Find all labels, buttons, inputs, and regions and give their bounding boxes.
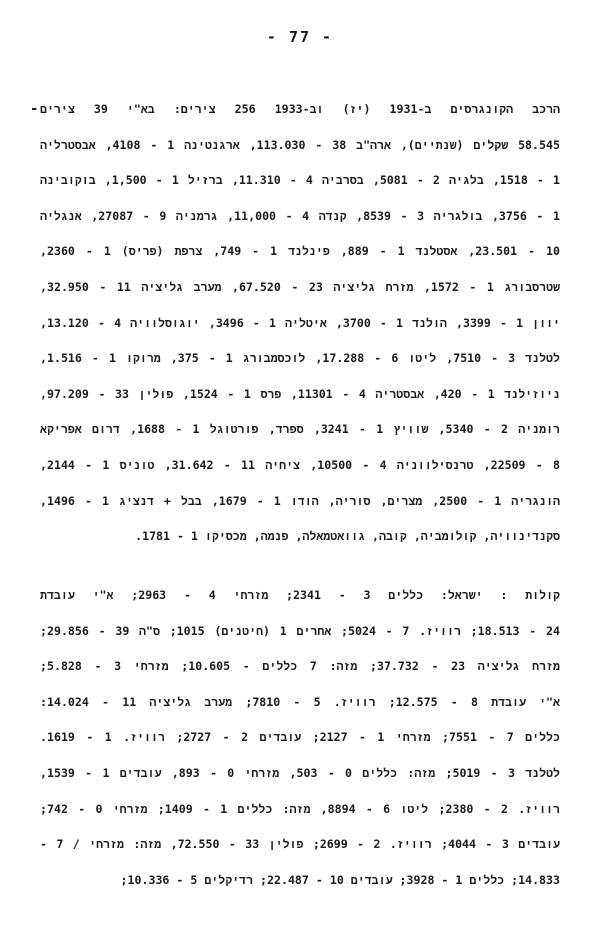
paragraph-1-line: סקנדינוויה, קולומביה, קובה, גוואטמאלה, פנמה, מכסיקו 1 - 1781. bbox=[135, 529, 560, 544]
paragraph-votes bbox=[40, 578, 560, 898]
paragraph-1-line: ניוזילנד 1 - 420, אבסטריה 4 - 11301, פרס 1 - 1524, פולין 33 - 97.209, bbox=[40, 386, 560, 401]
paragraph-1-line: רומניה 2 - 5340, שוויץ 1 - 3241, ספרד, פורטוגל 1 - 1688, דרום אפריקא bbox=[40, 422, 560, 437]
paragraph-1-line: 10 - 23.501, אסטלנד 1 - 889, פינלנד 1 - 749, צרפת (פריס) 1 - 2360, bbox=[40, 244, 560, 259]
paragraph-1-line: הונגריה 1 - 2500, מצרים, סוריה, הודו 1 - 1679, בבל + דנציג 1 - 1496, bbox=[40, 493, 560, 508]
paragraph-1-line: 58.545 שקלים (שנתיים), ארה"ב 38 - 113.030, ארגנטינה 1 - 4108, אבסטרליה bbox=[40, 137, 560, 152]
paragraph-1-line: יוון 1 - 3399, הולנד 1 - 3700, איטליה 1 - 3496, יוגוסלוויה 4 - 13.120, bbox=[40, 315, 560, 330]
paragraph-1-line: שטרסבורג 1 - 1572, מזרח גליציה 23 - 67.520, מערב גליציה 11 - 32.950, bbox=[40, 279, 560, 294]
page-number: - 77 - bbox=[266, 28, 334, 46]
paragraph-1-line: 1 - 1518, בלגיה 2 - 5081, בסרביה 4 - 11.310, ברזיל 1 - 1,500, בוקובינה bbox=[40, 173, 560, 188]
paragraph-2-line: 14.833; כללים 1 - 3928; עובדים 10 - 22.487; רדיקלים 5 - 10.336; bbox=[120, 872, 560, 887]
paragraph-1-line: לטלנד 3 - 7510, ליטו 6 - 17.288, לוכסמבורג 1 - 375, מרוקו 1 - 1.516, bbox=[40, 351, 560, 366]
paragraph-2-line: א"י עובדת 8 - 12.575; רוויז. 5 - 7810; מערב גליציה 11 - 14.024: bbox=[40, 694, 560, 709]
paragraph-1-line: 1 - 3756, בולגריה 3 - 8539, קנדה 4 - 11,000, גרמניה 9 - 27087, אנגליה bbox=[40, 208, 560, 223]
paragraph-2-line: קולות : ישראל: כללים 3 - 2341; מזרחי 4 - 2963; א"י עובדת bbox=[40, 588, 560, 602]
paragraph-2-line: כללים 7 - 7551; מזרחי 1 - 2127; עובדים 2 - 2727; רוויז. 1 - 1619. bbox=[40, 730, 560, 745]
paragraph-1-line: 8 - 22509, טרנסילווניה 4 - 10500, ציחיה 11 - 31.642, טוניס 1 - 2144, bbox=[40, 457, 560, 472]
paragraph-2-line: רוויז. 2 - 2380; ליטו 6 - 8894, מזה: כללים 1 - 1409; מזרחי 0 - 742; bbox=[40, 801, 560, 816]
paragraph-1-line: הרכב הקונגרסים ב-1931 (יז) וב-1933 256 צירים: בא"י 39 צירים bbox=[40, 102, 560, 116]
list-bullet: - bbox=[30, 101, 39, 117]
paragraph-2-line: 24 - 18.513; רוויז. 7 - 5024; אחרים 1 (חיטנים) 1015; ס"ה 39 - 29.856; bbox=[40, 623, 560, 638]
paragraph-congress-composition bbox=[40, 92, 560, 555]
paragraph-2-line: לטלנד 3 - 5019; מזה: כללים 0 - 503, מזרחי 0 - 893, עובדים 1 - 1539, bbox=[40, 765, 560, 780]
paragraph-2-line: מזרח גליציה 23 - 37.732; מזה: 7 כללים - 10.605; מזרחי 3 - 5.828; bbox=[40, 659, 560, 674]
paragraph-2-line: עובדים 3 - 4044; רוויז. 2 - 2699; פולין 33 - 72.550, מזה: מזרחי / 7 - bbox=[40, 837, 560, 852]
